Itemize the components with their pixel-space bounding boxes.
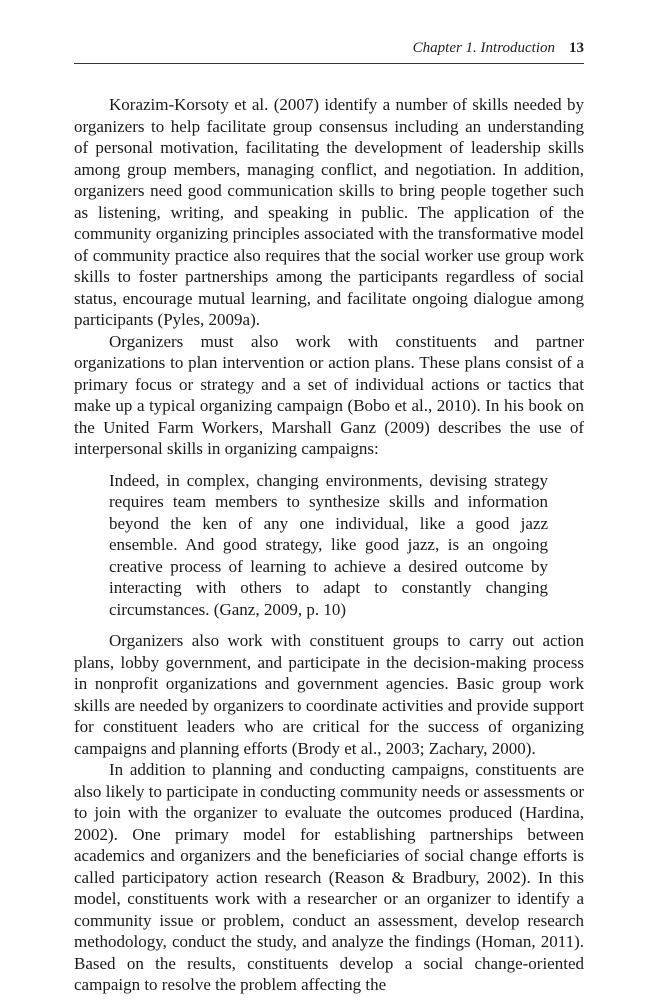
paragraph: Korazim-Korsoty et al. (2007) identify a number of skills needed by organizers to help facilitate group consensus including an understanding of personal motivation, facilitating the development of leadership skills among group members, managing conflict, and negotiation. In addition, organizers need good communication skills to bring people together such as listening, writing, and speaking in public. The application of the community organizing principles associated with the transformative model of community practice also requires that the social worker use group work skills to foster partnerships among the participants regardless of social status, encourage mutual learning, and facilitate ongoing dialogue among participants (Pyles, 2009a). bbox=[74, 95, 584, 329]
running-header bbox=[74, 40, 584, 57]
chapter-title: Chapter 1. Introduction bbox=[412, 40, 555, 56]
header-rule bbox=[74, 63, 584, 64]
paragraph: In addition to planning and conducting campaigns, constituents are also likely to participate in conducting community needs or assessments or to join with the organizer to evaluate the outcomes produced (Hardina, 2002). One primary model for establishing partnerships between academics and organizers and the beneficiaries of social change efforts is called participatory action research (Reason & Bradbury, 2002). In this model, constituents work with a researcher or an organizer to identify a community issue or problem, conduct an assessment, develop research methodology, conduct the study, and analyze the findings (Homan, 2011). Based on the results, constituents develop a social change-oriented campaign to resolve the problem affecting the bbox=[74, 760, 584, 994]
block-quote: Indeed, in complex, changing environments, devising strategy requires team members to synthesize skills and information beyond the ken of any one individual, like a good jazz ensemble. And good strategy, like good jazz, is an ongoing creative process of learning to achieve a desired outcome by interacting with others to adapt to constantly changing circumstances. (Ganz, 2009, p. 10) bbox=[109, 470, 548, 619]
body-text bbox=[74, 94, 584, 996]
paragraph: Organizers must also work with constituents and partner organizations to plan intervention or action plans. These plans consist of a primary focus or strategy and a set of individual actions or tactics that make up a typical organizing campaign (Bobo et al., 2010). In his book on the United Farm Workers, Marshall Ganz (2009) describes the use of interpersonal skills in organizing campaigns: bbox=[74, 331, 584, 458]
page-number: 13 bbox=[569, 40, 584, 56]
paragraph: Organizers also work with constituent groups to carry out action plans, lobby government, and participate in the decision-making process in nonprofit organizations and government agencies. Basic group work skills are needed by organizers to coordinate activities and provide support for constituent leaders who are critical for the success of organizing campaigns and planning efforts (Brody et al., 2003; Zachary, 2000). bbox=[74, 631, 584, 758]
